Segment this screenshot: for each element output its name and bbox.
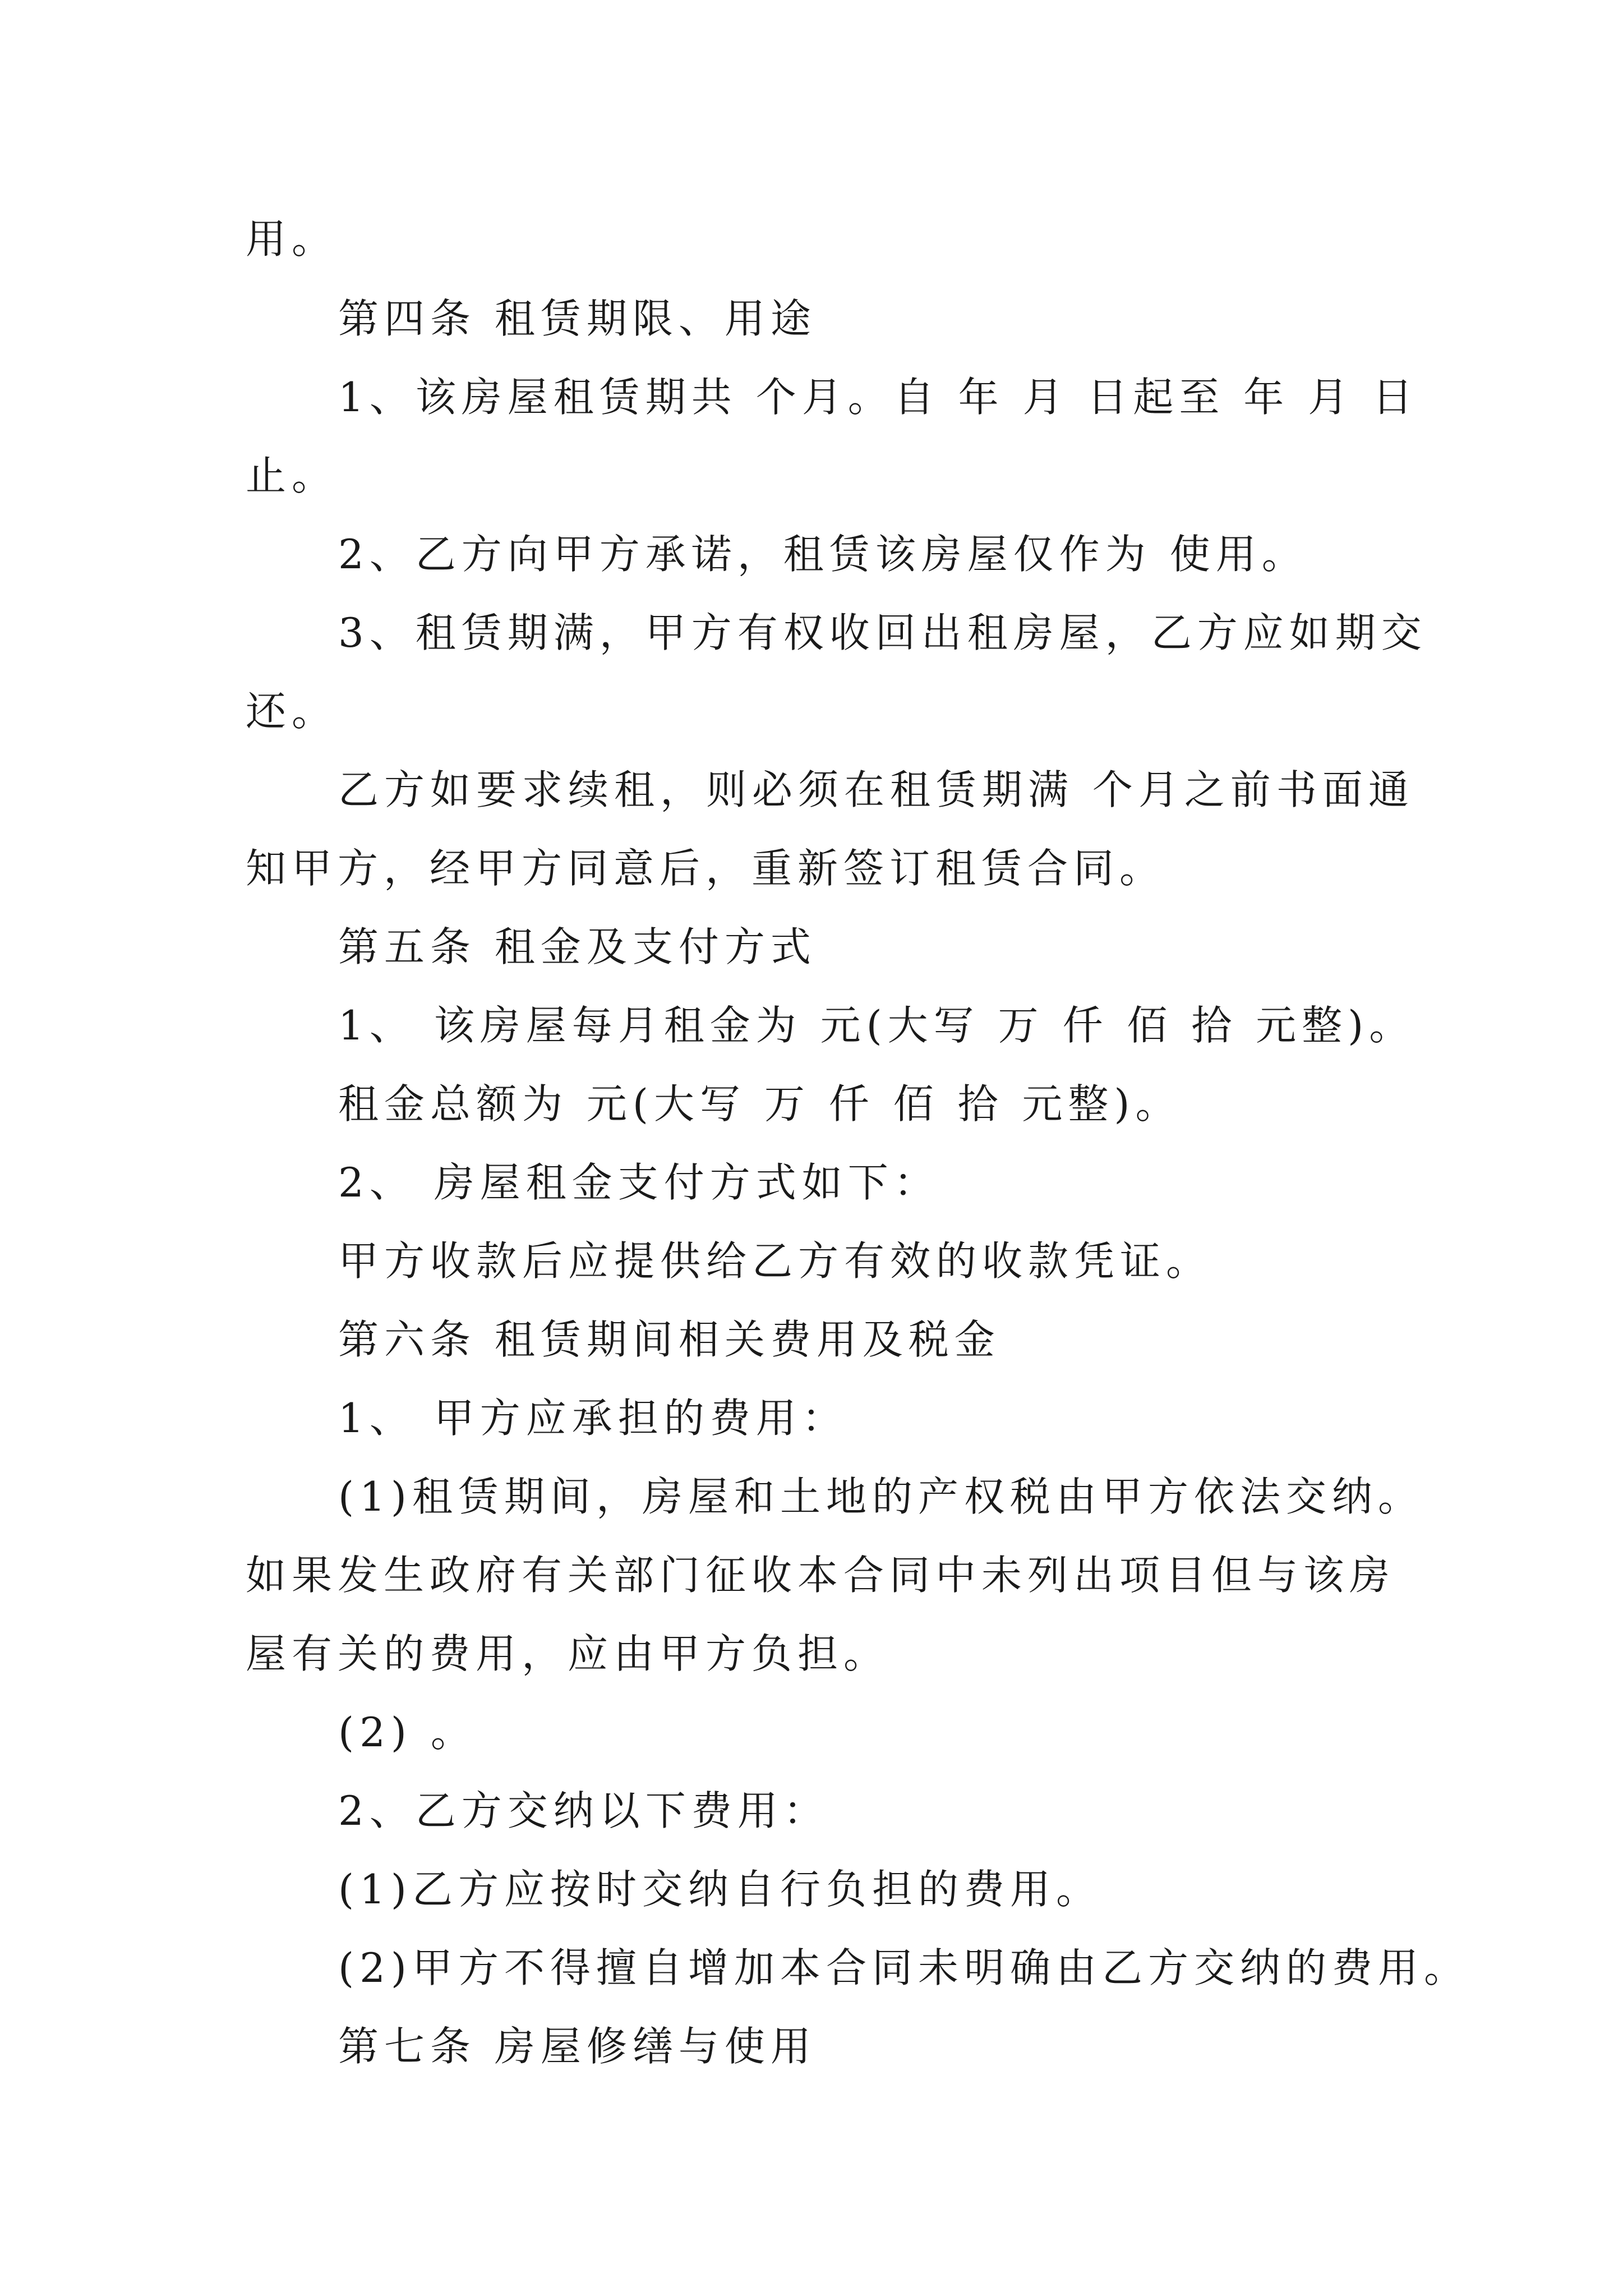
section-heading: 第六条 租赁期间相关费用及税金 <box>338 1316 1000 1363</box>
paragraph-line: (2)甲方不得擅自增加本合同未明确由乙方交纳的费用。 <box>338 1944 1470 1991</box>
paragraph-line: 2、乙方交纳以下费用： <box>338 1787 829 1834</box>
paragraph-line: 知甲方，经甲方同意后，重新签订租赁合同。 <box>246 845 1166 892</box>
paragraph-line: (1)租赁期间，房屋和土地的产权税由甲方依法交纳。 <box>338 1473 1424 1520</box>
paragraph-line: (1)乙方应按时交纳自行负担的费用。 <box>338 1866 1102 1913</box>
paragraph-line: 止。 <box>246 452 338 499</box>
paragraph-line: 1、该房屋租赁期共 个月。自 年 月 日起至 年 月 日 <box>338 374 1419 421</box>
paragraph-line: 乙方如要求续租，则必须在租赁期满 个月之前书面通 <box>338 766 1414 813</box>
paragraph-line: 如果发生政府有关部门征收本合同中未列出项目但与该房 <box>246 1552 1396 1599</box>
paragraph-line: 还。 <box>246 688 338 735</box>
paragraph-line: 1、 该房屋每月租金为 元(大写 万 仟 佰 拾 元整)。 <box>338 1002 1415 1049</box>
paragraph-line: 租金总额为 元(大写 万 仟 佰 拾 元整)。 <box>338 1080 1182 1128</box>
paragraph-line: 甲方收款后应提供给乙方有效的收款凭证。 <box>338 1237 1212 1285</box>
paragraph-line: 2、乙方向甲方承诺，租赁该房屋仅作为 使用。 <box>338 531 1308 578</box>
paragraph-line: 2、 房屋租金支付方式如下： <box>338 1159 940 1206</box>
section-heading: 第五条 租金及支付方式 <box>338 923 817 970</box>
paragraph-line: 用。 <box>246 215 338 263</box>
paragraph-line: 1、 甲方应承担的费用： <box>338 1395 848 1442</box>
section-heading: 第七条 房屋修缮与使用 <box>338 2023 817 2070</box>
section-heading: 第四条 租赁期限、用途 <box>338 295 817 342</box>
paragraph-line: (2) 。 <box>338 1709 477 1756</box>
paragraph-line: 3、租赁期满，甲方有权收回出租房屋，乙方应如期交 <box>338 609 1427 656</box>
paragraph-line: 屋有关的费用，应由甲方负担。 <box>246 1630 890 1677</box>
